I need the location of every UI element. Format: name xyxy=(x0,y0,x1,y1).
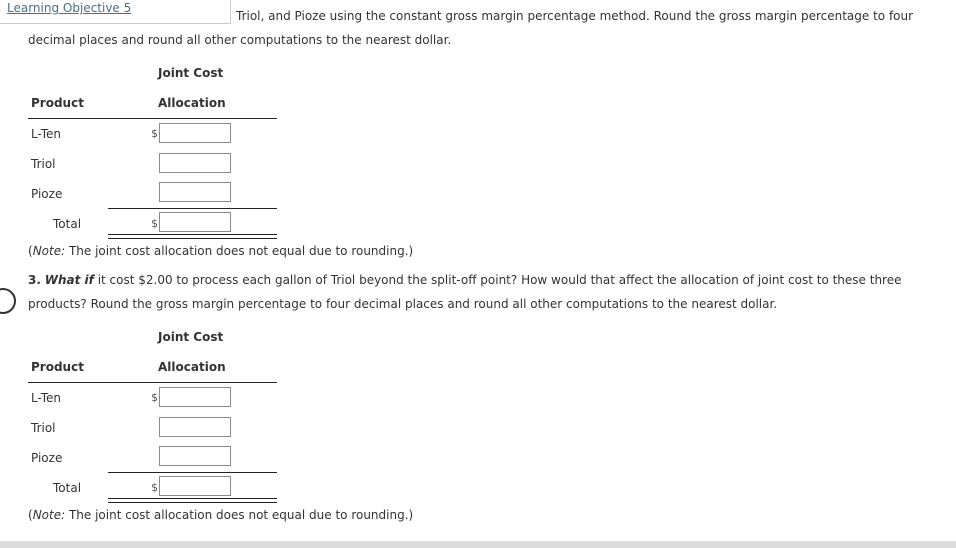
note-1: (Note: The joint cost allocation does not equal due to rounding.) xyxy=(28,244,414,258)
table2-lten-allocation-input[interactable] xyxy=(159,387,231,407)
table1-row-lten-currency: $ xyxy=(151,127,158,140)
table2-header-product: Product xyxy=(31,360,84,374)
table1-header-joint-cost: Joint Cost xyxy=(158,66,224,80)
table1-header-product: Product xyxy=(31,96,84,110)
table2-total-rule xyxy=(108,472,277,473)
table1-header-rule xyxy=(28,118,277,119)
table1-total-label: Total xyxy=(53,217,82,231)
table1-total-currency: $ xyxy=(151,217,158,230)
table2-pioze-allocation-input[interactable] xyxy=(159,446,231,466)
table1-total-rule xyxy=(108,208,277,209)
table1-triol-allocation-input[interactable] xyxy=(159,153,231,173)
intro-line-1: Triol, and Pioze using the constant gross margin percentage method. Round the gross margin percentage to four xyxy=(236,9,914,23)
table2-row-lten-label: L-Ten xyxy=(31,391,61,405)
table1-header-allocation: Allocation xyxy=(158,96,226,110)
table1-total-allocation-input[interactable] xyxy=(159,212,231,232)
bottom-scrollbar-track xyxy=(0,541,956,548)
learning-objective-link[interactable]: Learning Objective 5 xyxy=(7,1,132,15)
table2-triol-allocation-input[interactable] xyxy=(159,417,231,437)
table1-pioze-allocation-input[interactable] xyxy=(159,182,231,202)
table2-total-currency: $ xyxy=(151,481,158,494)
table2-row-triol-label: Triol xyxy=(31,421,56,435)
table1-lten-allocation-input[interactable] xyxy=(159,123,231,143)
table2-total-double-rule xyxy=(108,498,277,503)
table2-header-rule xyxy=(28,382,277,383)
table2-header-allocation: Allocation xyxy=(158,360,226,374)
question-3-line-2: products? Round the gross margin percentage to four decimal places and round all other computations to the nearest dollar. xyxy=(28,297,778,311)
question-3-line-1: 3. What if it cost $2.00 to process each gallon of Triol beyond the split-off point? How would that affect the allocation of joint cost to these three xyxy=(28,273,902,287)
table2-header-joint-cost: Joint Cost xyxy=(158,330,224,344)
table2-row-pioze-label: Pioze xyxy=(31,451,63,465)
table2-row-lten-currency: $ xyxy=(151,391,158,404)
table1-row-pioze-label: Pioze xyxy=(31,187,63,201)
table1-row-triol-label: Triol xyxy=(31,157,56,171)
table1-row-lten-label: L-Ten xyxy=(31,127,61,141)
table2-total-allocation-input[interactable] xyxy=(159,476,231,496)
learning-objective-tab xyxy=(0,0,231,24)
note-2: (Note: The joint cost allocation does not equal due to rounding.) xyxy=(28,508,414,522)
scroll-indicator-circle[interactable] xyxy=(0,288,16,314)
table2-total-label: Total xyxy=(53,481,82,495)
table1-total-double-rule xyxy=(108,234,277,239)
intro-line-2: decimal places and round all other computations to the nearest dollar. xyxy=(28,33,452,47)
